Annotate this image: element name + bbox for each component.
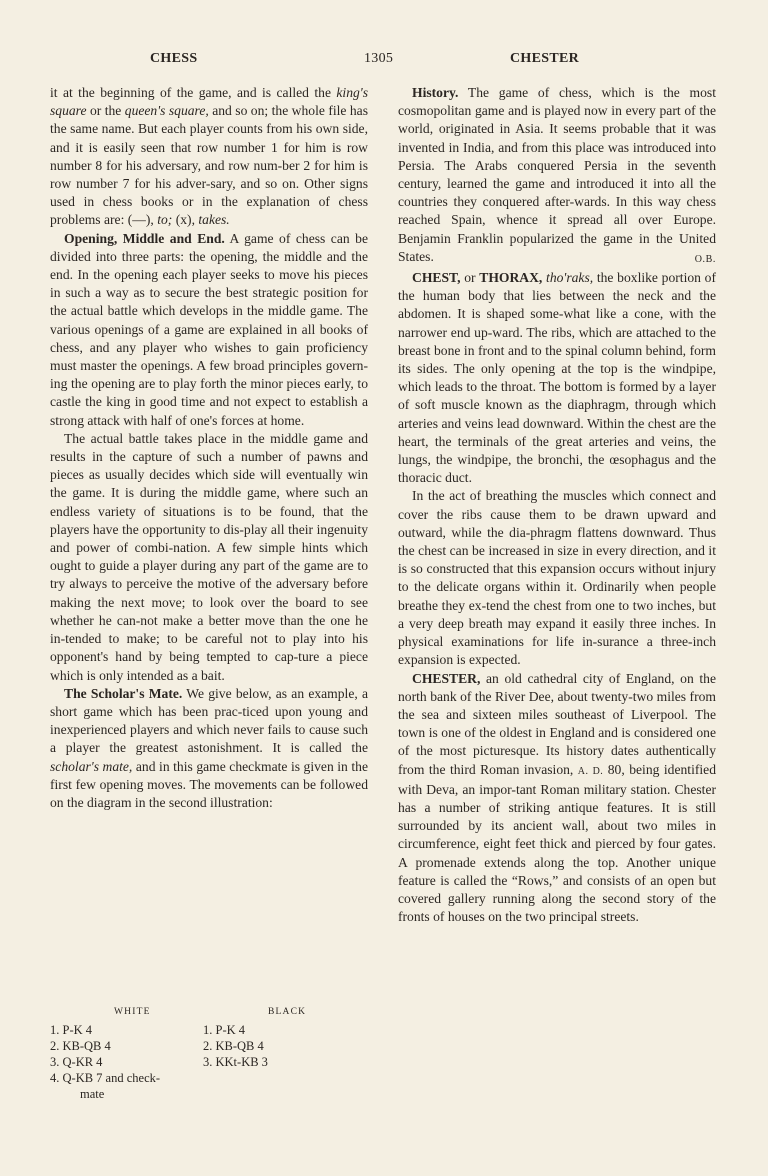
- subheading-opening: Opening, Middle and End.: [64, 230, 225, 246]
- move-line: 3. Q-KR 4: [50, 1055, 103, 1069]
- running-head: [0, 51, 768, 73]
- entry-title-thorax: THORAX,: [479, 270, 543, 286]
- page-number: 1305: [364, 51, 394, 66]
- subheading-scholars-mate: The Scholar's Mate.: [64, 685, 183, 701]
- move-line: 2. KB-QB 4: [203, 1039, 264, 1053]
- pronunciation: tho'raks,: [542, 270, 594, 286]
- right-column: [398, 84, 716, 926]
- left-column: [50, 84, 368, 812]
- move-line-continuation: mate: [80, 1087, 105, 1101]
- paragraph-breathing: In the act of breathing the muscles which connect and cover the ribs cause them to be drawn upward and outward, while the dia-phragm flattens downward. Thus the chest can be increased in size in every direction, and it is so constructed that this expansion occurs without injury to the delicate organs within it. Ordinarily when people breathe they ex-tend the chest from one to two inches, but a very deep breath may expand it easily three inches. In physical examinations for life in-surance a three-inch expansion is expected.: [398, 488, 716, 668]
- move-line: 3. KKt-KB 3: [203, 1055, 268, 1069]
- move-line: 4. Q-KB 7 and check-: [50, 1071, 161, 1085]
- header-right-word: CHESTER: [510, 51, 580, 66]
- entry-chest: CHEST, or THORAX, tho'raks, the boxlike portion of the human body that lies between the neck and the abdomen. It is shaped some-what like a cone, with the narrower end up-ward. The ribs, which are attached to the breast bone in front and to the spinal column behind, form its sides. The only opening at the top is the windpipe, which leads to the throat. The bottom is formed by a layer of soft muscle known as the diaphragm, through which arteries and veins lead downward. Within the chest are the heart, the terminals of the great arteries and veins, the lungs, the windpipe, the bronchi, the œsophagus and the thoracic duct.: [398, 270, 716, 486]
- move-line: 2. KB-QB 4: [50, 1039, 111, 1053]
- move-line: 1. P-K 4: [203, 1023, 246, 1037]
- white-moves: [50, 1022, 200, 1102]
- move-line: 1. P-K 4: [50, 1023, 93, 1037]
- author-initials: O.B.: [694, 253, 716, 265]
- subheading-history: History.: [412, 85, 459, 100]
- paragraph-middle-game: The actual battle takes place in the middle game and results in the capture of such a number of pawns and pieces as usually decides which side will eventually win the game. It is during the middle game, where such an endless variety of situations is to be found, that the players have the opportunity to dis-play all their ingenuity and power of combi-nation. A few simple hints which ought to guide a player during any part of the game are to try always to perceive the motive of the adversary before making the next move; to look over the board to see whether he can-not make a better move than the one he in-tended to make; to be careful not to play into his opponent's hand by being tempted to cap-ture a piece which is only intended as a bait.: [50, 430, 368, 683]
- white-column-header: WHITE: [114, 1007, 151, 1017]
- black-moves: [203, 1022, 353, 1070]
- entry-chester: CHESTER, an old cathedral city of England, on the north bank of the River Dee, about twenty-two miles from the sea and sixteen miles southeast of Liverpool. The town is one of the oldest in England and is considered one of the most picturesque. Its history dates authentically from the third Roman invasion, A. D. 80, being identified with Deva, an impor-tant Roman military station. Chester has a number of striking antique features. It is still surrounded by its ancient wall, about two miles in circumference, eight feet thick and pierced by four gates. A promenade extends along the top. Another unique feature is called the “Rows,” and consists of an open but covered gallery running along the second story of the fronts of houses on the two principal streets.: [398, 670, 716, 925]
- paragraph-continuation: it at the beginning of the game, and is called the king's square or the queen's square, and so on; the whole file has the same name. But each player counts from his own side, and it is easily seen that row number 1 for him is row number 8 for his adversary, and row num-ber 2 for him is row number 7 for his adver-sary, and so on. Other signs used in chess books or in the explanation of chess problems are: (—), to; (x), takes.: [50, 85, 369, 228]
- black-column-header: BLACK: [268, 1007, 307, 1017]
- paragraph-opening-middle-end: Opening, Middle and End. A game of chess can be divided into three parts: the opening, the middle and the end. In the opening each player seeks to move his pieces in such a way as to secure the best strategic position for the actual battle which develops in the middle game. The various openings of a game are explained in all books of chess, and any player who wishes to gain proficiency must master the openings. A few broad principles govern-ing the opening are to play forth the minor pieces early, to castle the king in good time and not expect to establish a strong attack with half of one's forces at home.: [50, 230, 368, 428]
- paragraph-history: History. The game of chess, which is the most cosmopolitan game and is played now in every part of the world, originated in Asia. It seems probable that it was invented in India, and from this place was introduced into Persia. The Arabs conquered Persia in the seventh century, learned the game and introduced it into all the countries they conquered after-wards. In this way chess reached Spain, whence it spread all over Europe. Benjamin Franklin popularized the game in the United States. O.B.: [398, 84, 716, 266]
- entry-title-chester: CHESTER,: [412, 670, 481, 686]
- entry-title-chest: CHEST,: [412, 270, 461, 286]
- paragraph-scholars-mate: The Scholar's Mate. We give below, as an example, a short game which has been prac-ticed upon young and inexperienced players and which never fails to cause such a player the greatest astonishment. It is called the scholar's mate, and in this game checkmate is given in the first few opening moves. The movements can be followed on the diagram in the second illustration:: [50, 685, 368, 810]
- header-left-word: CHESS: [150, 51, 198, 66]
